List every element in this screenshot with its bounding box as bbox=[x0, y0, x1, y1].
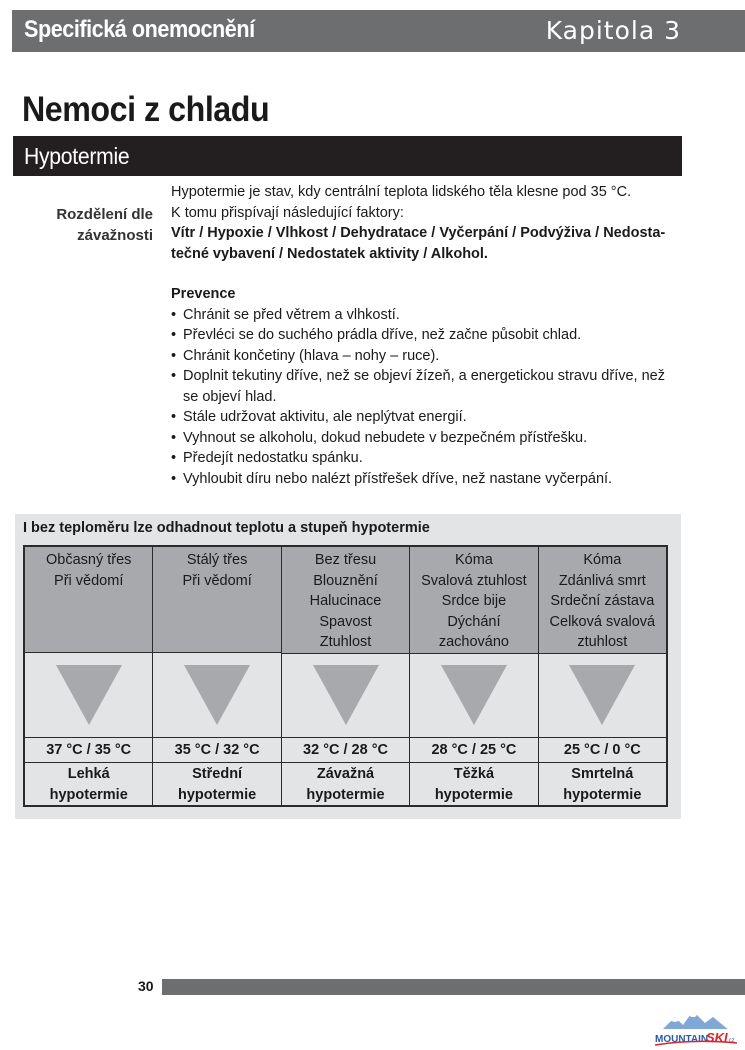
intro-line: Hypotermie je stav, kdy centrální teplota lidského těla klesne pod 35 °C. bbox=[171, 184, 632, 200]
symptoms-cell: Kóma Svalová ztuhlost Srdce bije Dýchání zachováno bbox=[410, 547, 537, 654]
down-triangle-icon bbox=[153, 653, 280, 738]
stage-cell: Závažná hypotermie bbox=[282, 763, 409, 805]
table-column bbox=[410, 547, 538, 805]
temperature-cell: 32 °C / 28 °C bbox=[282, 738, 409, 763]
prevention-title: Prevence bbox=[171, 286, 236, 302]
temperature-cell: 35 °C / 32 °C bbox=[153, 738, 280, 763]
down-triangle-icon bbox=[282, 654, 409, 739]
mountainski-logo bbox=[653, 1005, 739, 1047]
symptoms-cell: Občasný třes Při vědomí bbox=[25, 547, 152, 653]
list-item: • Chránit končetiny (hlava – nohy – ruce). bbox=[171, 346, 683, 367]
down-triangle-icon bbox=[25, 653, 152, 738]
page-title: Nemoci z chladu bbox=[22, 90, 270, 129]
header-chapter: Kapitola 3 bbox=[545, 16, 681, 45]
table-column bbox=[539, 547, 666, 805]
hypothermia-panel bbox=[15, 514, 681, 819]
header-bar bbox=[12, 10, 745, 52]
side-label-line: Rozdělení dle bbox=[56, 206, 153, 223]
table-column bbox=[25, 547, 153, 805]
side-label bbox=[20, 204, 153, 246]
hypothermia-table bbox=[23, 545, 668, 807]
temperature-cell: 37 °C / 35 °C bbox=[25, 738, 152, 763]
section-bar bbox=[13, 136, 682, 176]
stage-cell: Smrtelná hypotermie bbox=[539, 763, 666, 805]
symptoms-cell: Bez třesu Blouznění Halucinace Spavost Ztuhlost bbox=[282, 547, 409, 654]
list-item: • Vyhloubit díru nebo nalézt přístřešek dříve, než nastane vyčerpání. bbox=[171, 469, 683, 490]
svg-text:.cz: .cz bbox=[727, 1038, 735, 1044]
table-column bbox=[282, 547, 410, 805]
list-item: • Doplnit tekutiny dříve, než se objeví žízeň, a energetickou stravu dříve, než se objeví hlad. bbox=[171, 366, 683, 407]
list-item: • Vyhnout se alkoholu, dokud nebudete v bezpečném přístřešku. bbox=[171, 428, 683, 449]
prevention-list bbox=[171, 305, 683, 490]
section-title: Hypotermie bbox=[24, 143, 130, 169]
down-triangle-icon bbox=[410, 654, 537, 739]
header-section-title: Specifická onemocnění bbox=[24, 16, 255, 43]
temperature-cell: 28 °C / 25 °C bbox=[410, 738, 537, 763]
factors-line: Vítr / Hypoxie / Vlhkost / Dehydratace / Vyčerpání / Podvýživa / Nedosta- bbox=[171, 225, 666, 241]
list-item: • Převléci se do suchého prádla dříve, než začne působit chlad. bbox=[171, 325, 683, 346]
side-label-line: závažnosti bbox=[77, 227, 153, 244]
svg-text:MOUNTAIN: MOUNTAIN bbox=[655, 1034, 709, 1045]
stage-cell: Střední hypotermie bbox=[153, 763, 280, 805]
body-text bbox=[171, 182, 683, 489]
page-number: 30 bbox=[138, 978, 154, 994]
footer-bar bbox=[162, 979, 745, 995]
factors-line: tečné vybavení / Nedostatek aktivity / Alkohol. bbox=[171, 245, 488, 262]
stage-cell: Lehká hypotermie bbox=[25, 763, 152, 805]
list-item: • Předejít nedostatku spánku. bbox=[171, 448, 683, 469]
temperature-cell: 25 °C / 0 °C bbox=[539, 738, 666, 763]
down-triangle-icon bbox=[539, 654, 666, 739]
svg-text:SKI: SKI bbox=[706, 1030, 728, 1045]
symptoms-cell: Stálý třes Při vědomí bbox=[153, 547, 280, 653]
intro-line: K tomu přispívají následující faktory: bbox=[171, 204, 404, 221]
stage-cell: Těžká hypotermie bbox=[410, 763, 537, 805]
list-item: • Chránit se před větrem a vlhkostí. bbox=[171, 305, 683, 326]
list-item: • Stále udržovat aktivitu, ale neplýtvat energií. bbox=[171, 407, 683, 428]
table-column bbox=[153, 547, 281, 805]
symptoms-cell: Kóma Zdánlivá smrt Srdeční zástava Celková svalová ztuhlost bbox=[539, 547, 666, 654]
panel-caption: I bez teploměru lze odhadnout teplotu a stupeň hypotermie bbox=[23, 520, 430, 536]
